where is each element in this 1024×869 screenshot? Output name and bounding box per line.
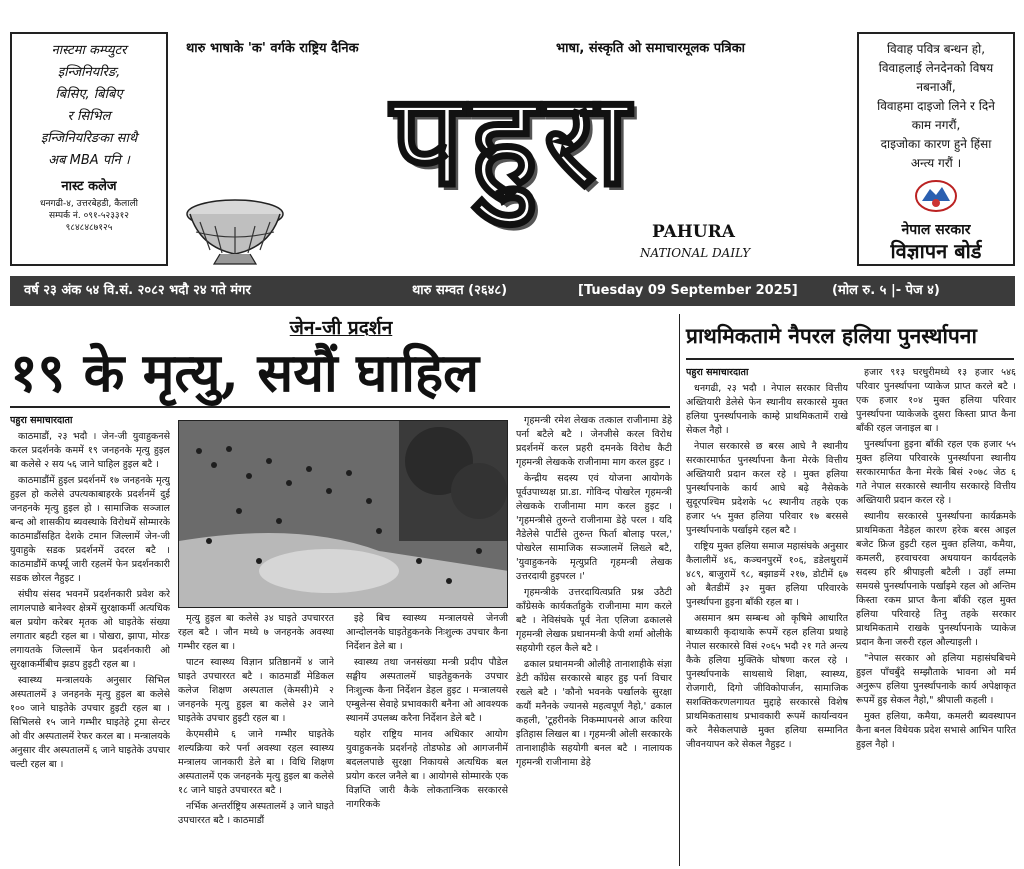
second-paragraph: राष्ट्रिय मुक्त हलिया समाज महासंघके अनुसार कैलालीमें ४६, कञ्चनपुरमें १०६, डडेलधुरामें ४८९, बाजुरामें ९८, बझाङमें २१७, डोटीमें ६७ ओ बैतडीमें ३२ मुक्त हलिया परिवारके पुनर्स्थापना हुइना बाँकी रहल बा । — [686, 541, 848, 608]
lead-paragraph: इहे बिच स्वास्थ्य मन्त्रालयसे जेनजी आन्दोलनके घाइतेहुकनके निःशुल्क उपचार कैना निर्देशन डेले बा । — [346, 613, 508, 652]
second-column-2 — [856, 366, 1016, 866]
second-column-1 — [686, 366, 848, 866]
protest-crowd-image — [179, 421, 508, 608]
lead-paragraph: काठमाडौं, २३ भदौ । जेन-जी युवाहुकनसे करल प्रदर्शनके कममें १९ जनहनके मृत्यु हुइल बा कलेसे २ सय ५६ जाने घाहिल हुइल बटै । — [10, 431, 170, 470]
second-paragraph: स्थानीय सरकारसे पुनर्स्थापना कार्यक्रमके प्राथमिकता नैडेहल कारण हरेक बरस आइल बजेट फ्रिज हुइटी रहल मुक्त हलिया, कमैया, कमलरी, हरवाचरवा अधयायन कार्यदलके सदस्य हरि श्रीपाइली बटैली । उहाँ लम्मा समयसे पुनर्स्थापनाके पर्खाइमे रहल ओ अन्तिम किस्ता रकम प्राप्त कैना बाँकी रहल मुक्त हलिया परिवारहे तिनु तहके सरकार प्राथमिकतामे राखके पुनर्स्थापनाके प्याकेज प्रदान कैना जरुरी रहल औल्याइली । — [856, 511, 1016, 648]
english-date: [Tuesday 09 September 2025] — [578, 283, 798, 298]
left-ad-phone: ९८४८४८७१२५ — [65, 223, 113, 233]
lead-column-2 — [178, 612, 334, 866]
lead-paragraph: मृत्यु हुइल बा कलेसे ३४ घाइते उपचाररत रहल बटै । जौन मध्ये ७ जनहनके अवस्था गम्भीर रहल बा । — [178, 613, 334, 652]
headline-divider — [10, 406, 670, 408]
lead-headline: १९ के मृत्यु, सयौं घाहिल — [10, 342, 480, 404]
second-paragraph: "नेपाल सरकार ओ हलिया महासंघबिचमे हुइल पाँचबुँदे सम्झौताके भावना ओ मर्म अनुरूप हलिया पुनर्स्थापनाके कार्य अपेक्षाकृत रूपमें हुइ सेकल नैहो," श्रीपाली कहली । — [856, 653, 1016, 706]
issue-info-bar — [10, 276, 1015, 306]
right-advertisement — [857, 32, 1015, 266]
lead-paragraph: नर्भिक अन्तर्राष्ट्रिय अस्पतालमें ३ जाने घाइते उपचाररत बटै । काठमाडौं — [178, 801, 334, 826]
lead-byline: पहुरा समाचारदाता — [10, 415, 73, 426]
left-ad-line: अब MBA पनि । — [48, 153, 130, 168]
right-ad-line: नबनाऔं, — [916, 80, 956, 94]
masthead-latin-title: PAHURA — [652, 222, 735, 242]
tharu-year: थारु सम्वत (२६४८) — [412, 283, 508, 298]
second-paragraph: मुक्त हलिया, कमैया, कमलरी ब्यवस्थापन कैना बनल विधेयक प्रदेश सभासे आभिन पारित हुइल नैहो । — [856, 711, 1016, 750]
left-ad-line: इन्जिनियरिङ, — [57, 65, 121, 80]
second-paragraph: पुनर्स्थापना हुइना बाँकी रहल एक हजार ५५ मुक्त हलिया परिवारके पुनर्स्थापना स्थानीय सरकारमार्फत कैना मेरके बिसं २०७८ जेठ ६ गते नेपाल सरकारसे स्थानीय सरकारहे वित्तीय अख्तियारी प्रदान करल रहे । — [856, 439, 1016, 506]
left-ad-address: धनगढी-४, उत्तरबेहडी, कैलाली — [39, 199, 139, 209]
right-ad-line: अन्त्य गरौं । — [910, 156, 962, 170]
lead-kicker: जेन-जी प्रदर्शन — [289, 317, 393, 339]
lead-column-4 — [516, 414, 672, 866]
lead-paragraph: संघीय संसद भवनमें प्रदर्शनकारी प्रवेश करे लागलपाछे बानेश्वर क्षेत्रमें सुरक्षाकर्मी अत्यधिक बल प्रयोग करेबर मृतक ओ घाइतेके संख्या लगातार बहटी रहल बा । पोखरा, झापा, मोरङ लगायतके जिल्लामें फेन प्रदर्शनकारी ओ सुरक्षाकर्मीबीच झडप हुइटी रहल बा । — [10, 589, 170, 670]
right-ad-line: विवाहलाई लेनदेनको विषय — [878, 61, 994, 75]
lead-paragraph: यहोर राष्ट्रिय मानव अधिकार आयोग युवाहुकनके प्रदर्शनहे तोडफोड ओ आगजनीमें बदललपाछे सुरक्षा निकायसे अत्यधिक बल प्रयोग करल जनैले बा । आयोगसे सोम्मारके एक विज्ञप्ति जारी कैके लोकतान्त्रिक सरकारसे नागरिकके — [346, 729, 508, 810]
lead-paragraph: केएमसीमे ६ जाने गम्भीर घाइतेके शल्यक्रिया करे पर्ना अवस्था रहल स्वास्थ्य मन्त्रालय जानकारी डेले बा । विधि शिक्षण अस्पतालमें एक जनहनके मृत्यु हुइल बा कलेसे १८ जाने घाइते उपचाररत बटै । — [178, 729, 334, 796]
left-ad-org: नास्ट कलेज — [61, 179, 117, 194]
second-paragraph: हजार ९१३ घरधुरीमध्ये १३ हजार ५४६ परिवार पुनर्स्थापना प्याकेज प्राप्त करले बटै । एक हजार १०४ मुक्त हलिया परिवार पुनर्स्थापना प्याकेजके दुसरा किस्ता प्राप्त कैना बाँकी रहल जनाइल बा । — [856, 367, 1016, 434]
lead-paragraph: गृहमन्त्री रमेश लेखक तत्काल राजीनामा डेहे पर्ना बटैले बटै । जेनजीसे करल विरोध प्रदर्शनमें करल प्रहरी दमनके विरोध कैटी गृहमन्त्री लेखकके राजीनामा माग करल हुइट । — [516, 415, 672, 468]
left-ad-line: नास्टमा कम्प्युटर — [51, 43, 127, 58]
right-ad-board: विज्ञापन बोर्ड — [890, 239, 982, 263]
second-headline-divider — [686, 358, 1014, 360]
second-paragraph: असमान श्रम सम्बन्ध ओ कृषिमे आधारित बाध्यकारी कृदाथाके रूपमें रहल हलिया प्रथाहे नेपाल सरकारसे विसं २०६५ भदौ २१ गते अन्त्य कैके हलिया मुक्तिके घोषणा करल रहे । पुनर्स्थापनाके साथसाथे शिक्षा, स्वास्थ्य, रोजगारी, दिगो जीविकोपार्जन, सामाजिक सशक्तिकरणलगायत मुद्दाहे सरकारसे विशेष प्राथमिकतासाथ प्रभावकारी रूपमें कार्यान्वयन करे नैसेकलपाछे मुक्त हलिया सम्मानित जीवनयापन करे सेकल नैहुइट । — [686, 613, 848, 750]
basket-logo-icon — [180, 192, 290, 266]
right-ad-line: दाइजोका कारण हुने हिंसा — [880, 137, 992, 151]
second-paragraph: नेपाल सरकारसे छ बरस आघे नै स्थानीय सरकारमार्फत पुनर्स्थापना कैना मेरके वित्तीय अख्तियारी प्रदान करल रहे । मुक्त हलिया पुनर्स्थापनाके कार्य आघे बढ़े नैसेकके सुदूरपश्चिम प्रदेशके ५८ स्थानीय तहके एक हजार ५५ मुक्त हलिया परिवार १७ बरससे पुनर्स्थापनाके पर्खाइमे रहल बटै । — [686, 441, 848, 536]
second-byline: पहुरा समाचारदाता — [686, 367, 749, 378]
protest-photo — [178, 420, 508, 608]
left-ad-contact: सम्पर्क नं. ०९१-५२३३१२ — [49, 211, 129, 221]
right-ad-line: विवाहमा दाइजो लिने र दिने — [877, 99, 995, 113]
left-advertisement — [10, 32, 168, 266]
tagline-left: थारु भाषाके 'क' वर्गके राष्ट्रिय दैनिक — [186, 41, 359, 56]
left-ad-line: बिसिए, बिबिए — [55, 87, 123, 102]
lead-column-3 — [346, 612, 508, 866]
lead-paragraph: ढकाल प्रधानमन्त्री ओलीहे तानाशाहीके संज्ञा डेटी काँग्रेस सरकारसे बाहर हुइ पर्ना विचार रख्ले बटै । 'कौनो भवनके पर्खालके सुरक्षा कयौं मनैनके ज्यानसे महत्वपूर्ण नैहो,' ढकाल कहली, 'टूहरीनके निकम्मापनसे आज करिया इतिहास लिखल बा । गृहमन्त्री ओली सरकारके तानाशाहीके सहयोगी बनल बटै । नालायक गृहमन्त्री राजीनामा डेहे — [516, 659, 672, 768]
column-divider — [679, 314, 680, 866]
issue-number: वर्ष २३ अंक ५४ वि.सं. २०८२ भदौ २४ गते मंगर — [24, 283, 251, 298]
lead-paragraph: केन्द्रीय सदस्य एवं योजना आयोगके पूर्वउपाध्यक्ष प्रा.डा. गोविन्द पोखरेल गृहमन्त्री लेखकके राजीनामा माग करल हुइट । 'गृहमन्त्रीसे तुरुन्ते राजीनामा डेहे परल । यदि नैडेलेसे पार्टीसे तुरुन्त फिर्ता बोलाइ परल,' पोखरेल सामाजिक सञ्जालमें लिख्ले बटै, 'युवाहुकनके मृत्युप्रति गृहमन्त्री लेखक उत्तरदायी हुइपरल ।' — [516, 473, 672, 582]
right-ad-line: विवाह पवित्र बन्धन हो, — [886, 42, 986, 56]
left-ad-line: र सिभिल — [67, 109, 111, 124]
nepal-emblem-icon — [914, 179, 958, 213]
second-headline: प्राथमिकतामे नैपरल हलिया पुनर्स्थापना — [686, 323, 977, 348]
lead-paragraph: स्वास्थ्य तथा जनसंख्या मन्त्री प्रदीप पौडेल सङ्घीय अस्पतालमें घाइतेहुकनके उपचार निःशुल्क कैना निर्देशन डेहल हुइट । मन्त्रालयसे एम्बुलेन्स सेवाहे प्रभावकारी बनैना ओ आवश्यक स्थानमें उपलब्ध करैना निर्देशन डेले बटै । — [346, 657, 508, 724]
lead-paragraph: गृहमन्त्रीके उत्तरदायित्वप्रति प्रश्न उठैटी काँग्रेसके कार्यकर्ताहुके राजीनामा माग करले बटै । नेविसंघके पूर्व नेता एलिजा ढकालसे गृहमन्त्री लेखक प्रधानमन्त्री केपी शर्मा ओलीके सहयोगी रहल कैले बटै । — [516, 587, 672, 654]
right-ad-line: काम नगरौं, — [911, 118, 961, 132]
price-pages: (मोल रु. ५ |- पेज ४) — [832, 283, 940, 298]
left-ad-line: इन्जिनियरिङका साथै — [40, 131, 138, 146]
lead-paragraph: पाटन स्वास्थ्य विज्ञान प्रतिष्ठानमें ४ जाने घाइते उपचाररत बटै । काठमाडौं मेडिकल कलेज शिक्षण अस्पताल (केमसी)मे २ जनहनके मृत्यु हुइल बा कलेसे ३२ जाने घाइतेके उपचार हुइटी रहल बा । — [178, 657, 334, 724]
lead-paragraph: स्वास्थ्य मन्त्रालयके अनुसार सिभिल अस्पतालमें ३ जनहनके मृत्यु हुइल बा कलेसे १०० जाने घाइतेके उपचार हुइटी रहल बा । सिभिलसे १५ जाने गम्भीर घाइतेहे ट्रमा सेन्टर ओ वीर अस्पतालमें रेफर करल बा । मन्त्रालयके अनुसार वीर अस्पतालमें ६ जाने घाइतेके उपचार चल्टी रहल बा । — [10, 675, 170, 770]
lead-column-1 — [10, 414, 170, 866]
masthead-subtitle: NATIONAL DAILY — [640, 246, 751, 260]
masthead-title: पहुरा — [390, 65, 636, 215]
tagline-right: भाषा, संस्कृति ओ समाचारमूलक पत्रिका — [556, 41, 746, 56]
second-paragraph: धनगढी, २३ भदौ । नेपाल सरकार वित्तीय अख्तियारी डेलेसे फेन स्थानीय सरकारसे मुक्त हलिया पुनर्स्थापनाके काम्हे प्राथमिकतामें राखे सेकल नैहो । — [686, 383, 848, 436]
right-ad-org: नेपाल सरकार — [901, 222, 971, 238]
lead-paragraph: काठमाडौंमें हुइल प्रदर्शनमें १७ जनहनके मृत्यु हुइल हो कलेसे उपत्यकाबाहरके प्रदर्शनमें दुई जनहनके मृत्यु हुइल हो । सामाजिक सञ्जाल बन्द ओ शासकीय ब्यवस्थाके विरोधमें सोम्मारके काठमाडौंसहित देशके टमान जिल्लामें जेन-जी युवाहुके सडक प्रदर्शनमें उदरल बटै । काठमाडौंमें कर्फ्यू जारी रहलमें फेन प्रदर्शनकारी सडक छोरल नैहुइट । — [10, 475, 170, 584]
